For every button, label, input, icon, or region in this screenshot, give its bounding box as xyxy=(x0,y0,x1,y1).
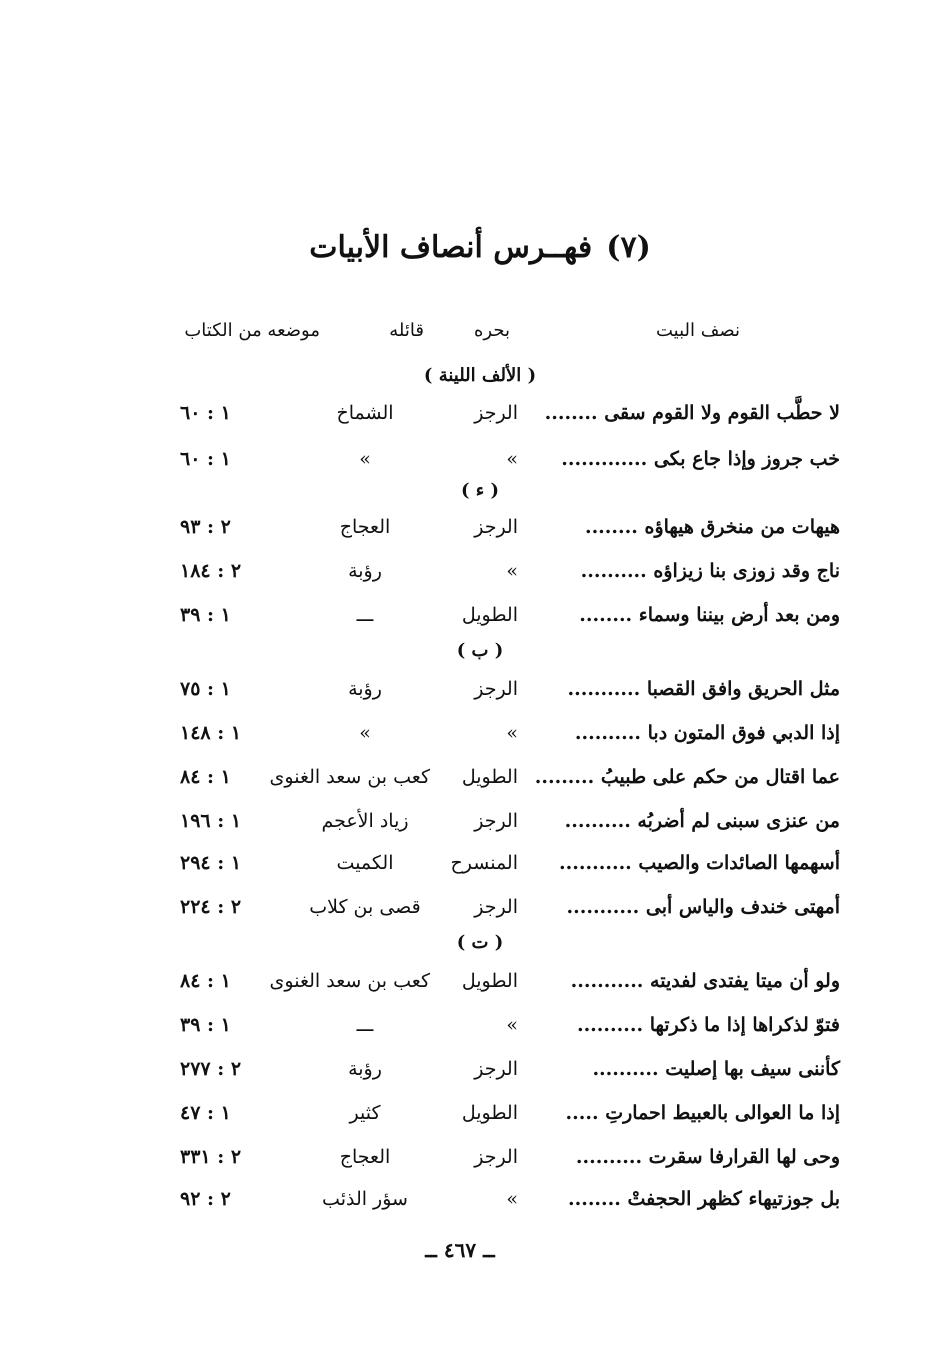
header-verse: نصف البيت xyxy=(656,320,740,341)
poet-text: زياد الأعجم xyxy=(321,810,409,832)
poet-text: » xyxy=(359,722,371,744)
verse-text: عما اقتال من حكم على طبيبُ ......... xyxy=(534,766,840,788)
location-text: ١ : ٧٥ xyxy=(180,678,231,700)
location-text: ١ : ٨٤ xyxy=(180,766,231,788)
verse-text: أمهتى خندف والياس أبى ........... xyxy=(566,896,840,918)
header-location: موضعه من الكتاب xyxy=(184,320,320,341)
index-row xyxy=(180,970,840,1002)
poet-text: كثير xyxy=(349,1102,381,1124)
meter-text: الرجز xyxy=(474,1058,518,1080)
index-row xyxy=(180,1102,840,1134)
location-text: ١ : ١٤٨ xyxy=(180,722,242,744)
index-row xyxy=(180,678,840,710)
verse-text: مثل الحريق وافق القصبا ........... xyxy=(567,678,840,700)
poet-text: » xyxy=(359,448,371,470)
verse-text: لا حطَّب القوم ولا القوم سقى ........ xyxy=(544,402,840,424)
location-text: ١ : ٢٩٤ xyxy=(180,852,242,874)
poet-text: العجاج xyxy=(339,1146,391,1168)
poet-text: سؤر الذئب xyxy=(322,1188,408,1210)
meter-text: » xyxy=(506,448,518,470)
meter-text: الرجز xyxy=(474,896,518,918)
section-heading-hamza: ( ء ) xyxy=(460,480,500,501)
verse-text: بل جوزتيهاء كظهر الحجفتْ ........ xyxy=(567,1188,840,1210)
column-headers xyxy=(160,320,760,350)
location-text: ٢ : ٣٣١ xyxy=(180,1146,242,1168)
meter-text: المنسرح xyxy=(450,852,518,874)
poet-text: كعب بن سعد الغنوى xyxy=(269,970,430,992)
meter-text: الطويل xyxy=(461,766,518,788)
section-heading-ba: ( ب ) xyxy=(456,640,504,661)
index-row xyxy=(180,1058,840,1090)
index-row xyxy=(180,604,840,636)
verse-text: إذا الدبي فوق المتون دبا .......... xyxy=(574,722,840,744)
verse-text: كأننى سيف بها إصليت .......... xyxy=(592,1058,840,1080)
index-row xyxy=(180,448,840,480)
index-row xyxy=(180,560,840,592)
verse-text: من عنزى سبنى لم أضربُه .......... xyxy=(564,810,840,832)
poet-text: الكميت xyxy=(336,852,394,874)
verse-text: خب جروز وإذا جاع بكى ............. xyxy=(561,448,840,470)
verse-text: أسهمها الصائدات والصيب ........... xyxy=(559,852,840,874)
location-text: ١ : ٦٠ xyxy=(180,448,231,470)
meter-text: الرجز xyxy=(474,516,518,538)
poet-text: رؤبة xyxy=(348,1058,382,1080)
location-text: ١ : ٦٠ xyxy=(180,402,231,424)
verse-text: هيهات من منخرق هيهاؤه ........ xyxy=(584,516,840,538)
header-meter: بحره xyxy=(474,320,510,341)
section-heading-ta: ( ت ) xyxy=(456,932,504,953)
verse-text: فتوّ لذكراها إذا ما ذكرتها .......... xyxy=(576,1014,840,1036)
meter-text: الرجز xyxy=(474,1146,518,1168)
location-text: ١ : ٨٤ xyxy=(180,970,231,992)
poet-text: ـــ xyxy=(356,1014,374,1036)
meter-text: » xyxy=(506,1014,518,1036)
location-text: ١ : ٣٩ xyxy=(180,1014,231,1036)
meter-text: الرجز xyxy=(474,810,518,832)
poet-text: العجاج xyxy=(339,516,391,538)
poet-text: الشماخ xyxy=(336,402,394,424)
index-row xyxy=(180,722,840,754)
location-text: ٢ : ٢٧٧ xyxy=(180,1058,242,1080)
index-row xyxy=(180,1188,840,1220)
page-title xyxy=(250,222,710,272)
meter-text: الرجز xyxy=(474,678,518,700)
meter-text: » xyxy=(506,560,518,582)
meter-text: الطويل xyxy=(461,604,518,626)
poet-text: ـــ xyxy=(356,604,374,626)
index-row xyxy=(180,1014,840,1046)
meter-text: » xyxy=(506,1188,518,1210)
index-row xyxy=(180,1146,840,1178)
page-number: ــ ٤٦٧ ــ xyxy=(425,1238,495,1262)
location-text: ١ : ٤٧ xyxy=(180,1102,231,1124)
meter-text: الرجز xyxy=(474,402,518,424)
poet-text: قصى بن كلاب xyxy=(309,896,421,918)
poet-text: رؤبة xyxy=(348,560,382,582)
poet-text: كعب بن سعد الغنوى xyxy=(269,766,430,788)
location-text: ٢ : ٢٢٤ xyxy=(180,896,242,918)
index-row xyxy=(180,766,840,798)
verse-text: إذا ما العوالى بالعبيط احمارتِ ..... xyxy=(565,1102,840,1124)
title-text: فهــرس أنصاف الأبيات xyxy=(309,229,593,265)
meter-text: » xyxy=(506,722,518,744)
index-row xyxy=(180,810,840,842)
location-text: ٢ : ١٨٤ xyxy=(180,560,242,582)
title-number: (٧) xyxy=(606,229,651,265)
location-text: ١ : ٣٩ xyxy=(180,604,231,626)
meter-text: الطويل xyxy=(461,970,518,992)
location-text: ٢ : ٩٢ xyxy=(180,1188,231,1210)
location-text: ٢ : ٩٣ xyxy=(180,516,231,538)
meter-text: الطويل xyxy=(461,1102,518,1124)
index-row xyxy=(180,516,840,548)
verse-text: ولو أن ميتا يفتدى لفديته ........... xyxy=(570,970,840,992)
verse-text: ناج وقد زوزى بنا زيزاؤه .......... xyxy=(580,560,840,582)
location-text: ١ : ١٩٦ xyxy=(180,810,242,832)
verse-text: ومن بعد أرض بيننا وسماء ........ xyxy=(579,604,840,626)
verse-text: وحى لها القرارفا سقرت .......... xyxy=(575,1146,840,1168)
poet-text: رؤبة xyxy=(348,678,382,700)
header-poet: قائله xyxy=(389,320,424,341)
index-row xyxy=(180,402,840,434)
index-row xyxy=(180,896,840,928)
index-row xyxy=(180,852,840,884)
section-heading-alif: ( الألف اللينة ) xyxy=(423,365,537,386)
